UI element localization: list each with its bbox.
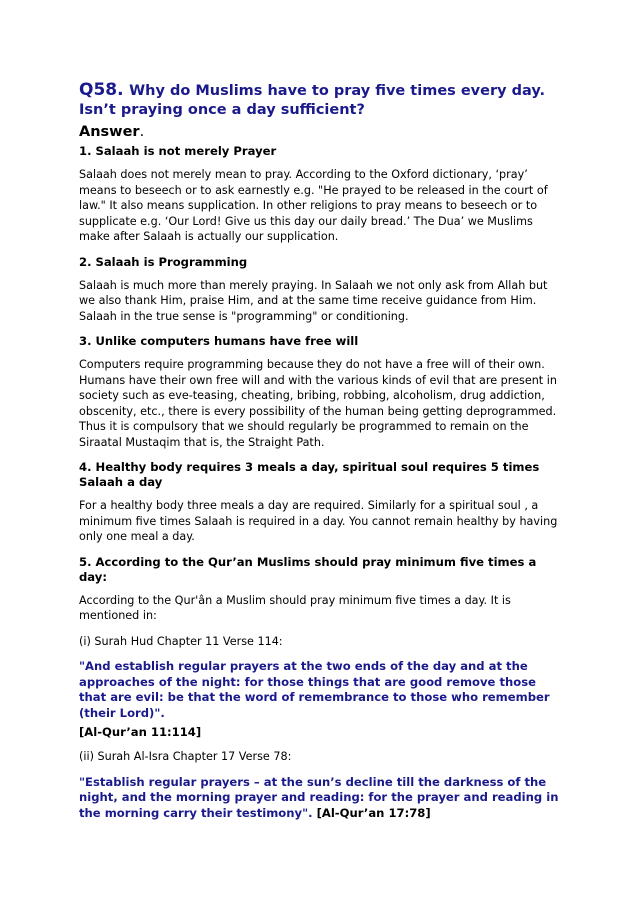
- verse-citation: (ii) Surah Al-Isra Chapter 17 Verse 78:: [79, 750, 292, 763]
- verse-1: [79, 634, 565, 740]
- section-heading: 5. According to the Qur’an Muslims should pray minimum five times a day:: [79, 554, 537, 584]
- section-1: [79, 144, 565, 245]
- document-page: [79, 80, 565, 825]
- section-3: [79, 334, 565, 450]
- section-heading: 3. Unlike computers humans have free will: [79, 334, 359, 348]
- verse-2: [79, 749, 565, 821]
- section-5: [79, 555, 565, 624]
- section-heading: 4. Healthy body requires 3 meals a day, spiritual soul requires 5 times Salaah a day: [79, 460, 540, 489]
- section-heading: 2. Salaah is Programming: [79, 254, 248, 269]
- question-line-2: Isn’t praying once a day sufficient?: [79, 102, 365, 118]
- question-number: Q58.: [79, 80, 124, 100]
- answer-label: Answer.: [79, 124, 145, 140]
- section-heading: 1. Salaah is not merely Prayer: [79, 144, 277, 158]
- section-body: Salaah does not merely mean to pray. According to the Oxford dictionary, ‘pray’ means to beseech or to ask earnestly e.g. "He prayed to be released in the court of law." It also means supplication. In other religions to pray means to beseech or to supplicate e.g. ‘Our Lord! Give us this day our daily bread.’ The Dua’ we Muslims make after Salaah is actually our supplication.: [79, 168, 548, 243]
- section-4: [79, 460, 565, 545]
- section-body: Computers require programming because they do not have a free will of their own. Humans have their own free will and with the various kinds of evil that are present in society such as eve-teasing, cheating, bribing, robbing, alcoholism, drug addiction, obscenity, etc., there is every possibility of the human being getting deprogrammed. Thus it is compulsory that we should regularly be programmed to remain on the Siraatal Mustaqim that is, the Straight Path.: [79, 358, 557, 449]
- verse-reference: [Al-Qur’an 17:78]: [316, 805, 431, 820]
- section-body: Salaah is much more than merely praying. In Salaah we not only ask from Allah but we also thank Him, praise Him, and at the same time receive guidance from Him. Salaah in the true sense is "programming" or conditioning.: [79, 278, 548, 323]
- question-line-1: Why do Muslims have to pray five times every day.: [129, 83, 545, 99]
- question-title: [79, 80, 565, 100]
- section-body: For a healthy body three meals a day are required. Similarly for a spiritual soul , a minimum five times Salaah is required in a day. You cannot remain healthy by having only one meal a day.: [79, 499, 558, 543]
- verse-quote: "Establish regular prayers – at the sun’s decline till the darkness of the night, and the morning prayer and reading: for the prayer and reading in the morning carry their testimony". [Al-Qur’an 17:78]: [79, 774, 559, 820]
- section-2: [79, 255, 565, 325]
- verse-reference: [Al-Qur’an 11:114]: [79, 725, 202, 739]
- verse-citation: (i) Surah Hud Chapter 11 Verse 114:: [79, 634, 283, 648]
- verse-quote: "And establish regular prayers at the two ends of the day and at the approaches of the night: for those things that are good remove those that are evil: be that the word of remembrance to those who remember (their Lord)".: [79, 659, 550, 720]
- section-body: According to the Qur'ân a Muslim should pray minimum five times a day. It is mentioned in:: [79, 593, 511, 622]
